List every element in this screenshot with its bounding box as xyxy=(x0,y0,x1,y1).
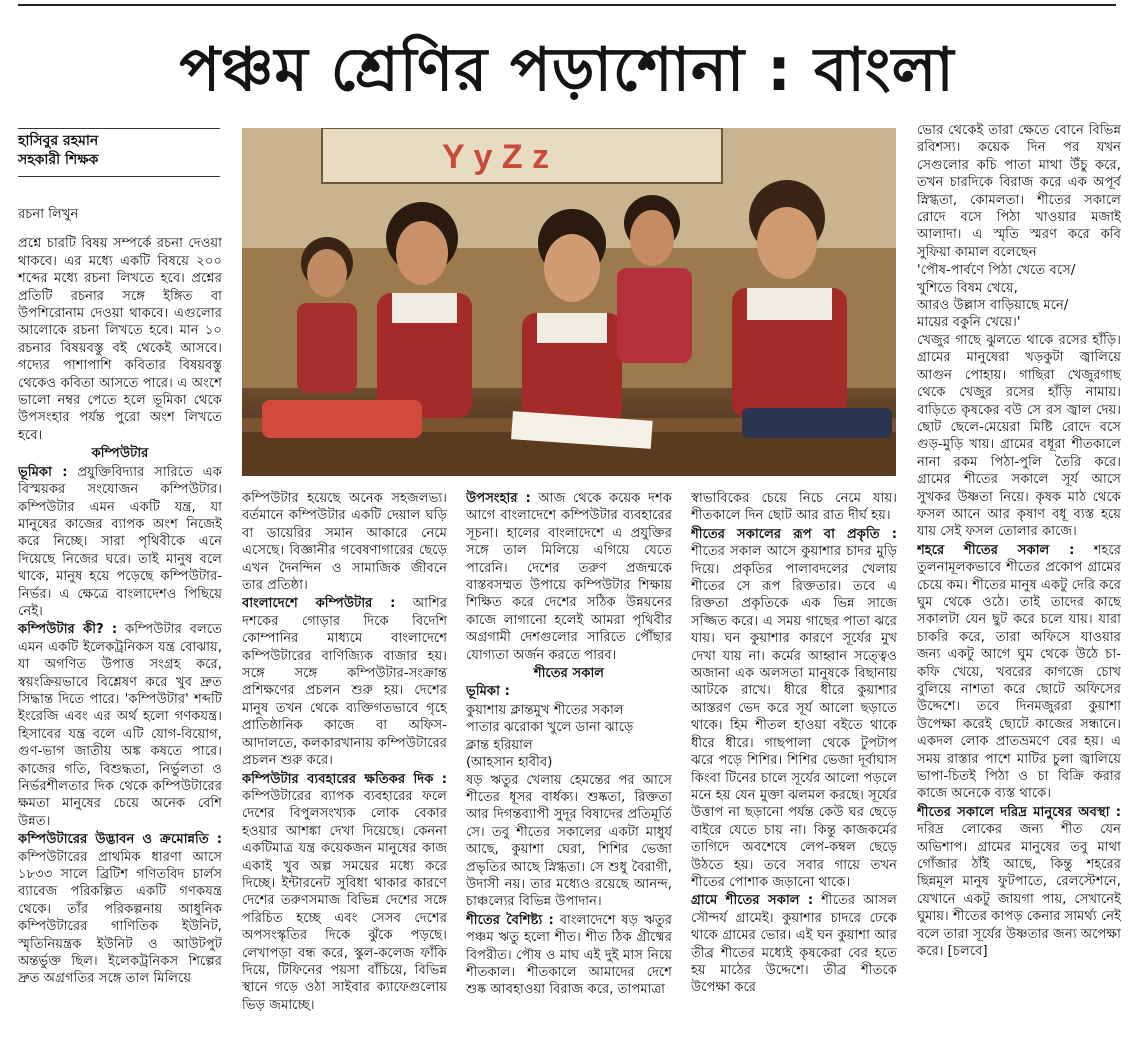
subhead: শীতের সকালের রূপ বা প্রকৃতি : xyxy=(691,526,897,542)
paragraph-text: প্রযুক্তিবিদ্যার সারিতে এক বিস্ময়কর সংযোজন কম্পিউটার। কম্পিউটার এমন একটি যন্ত্র, যা মানুষের কাজের ব্যাপক অংশ নিজেই করে নিচ্ছে। সারা পৃথিবীকে এনে দিয়েছে নিজের ঘরে। তাই মানুষ বলে থাকে, মানুষ হয়ে পড়েছে কম্পিউটার-নির্ভর। এ ক্ষেত্রে বাংলাদেশও পিছিয়ে নেই। xyxy=(18,464,222,619)
paragraph xyxy=(466,912,672,999)
paragraph-text: শীতের সকাল আসে কুয়াশার চাদর মুড়ি দিয়ে। প্রকৃতির পালাবদলের খেলায় শীতের সে রূপ রিক্ততার। তবে এ রিক্ততা প্রকৃতিকে এক ভিন্ন সাজে সজ্জিত করে। এ সময় গাছের পাতা ঝরে যায়। ঘন কুয়াশার কারণে সূর্যের মুখ দেখা যায় না। কর্মের আহ্বান সত্ত্বেও অজানা এক অলসতা মানুষকে বিছানায় আটকে রাখে। ধীরে ধীরে কুয়াশার আস্তরণ ভেদ করে সূর্য আলো ছড়াতে থাকে। হিম শীতল হাওয়া বইতে থাকে ধীরে ধীরে। গাছপালা থেকে টুপটাপ ঝরে পড়ে শিশির। শিশির ভেজা দূর্বাঘাস কিংবা টিনের চালে সূর্যের আলো পড়লে মনে হয় যেন মুক্তা ঝলমল করছে। সূর্যের উত্তাপ না ছড়ানো পর্যন্ত কেউ ঘর ছেড়ে বাইরে যেতে চায় না। কিন্তু কাজকর্মের তাগিদে অবশেষে লেপ-কম্বল ছেড়ে উঠতে হয়। তবে সবার গায়ে তখন শীতের পোশাক জড়ানো থাকে। xyxy=(691,544,897,890)
classroom-photo xyxy=(242,128,896,476)
paragraph xyxy=(18,621,222,830)
verse-line: মায়ের বকুনি খেয়ে।' xyxy=(917,315,1021,331)
verse-line: 'পৌষ-পার্বণে পিঠা খেতে বসে/ xyxy=(917,263,1076,279)
page-headline: পঞ্চম শ্রেণির পড়াশোনা : বাংলা xyxy=(179,35,955,105)
byline-bottom-rule xyxy=(18,176,220,177)
top-rule xyxy=(18,4,1116,6)
subhead: গ্রামে শীতের সকাল : xyxy=(691,893,814,909)
column-4 xyxy=(691,490,897,1056)
subhead: উপসংহার : xyxy=(466,491,531,506)
paragraph-text: কম্পিউটারের প্রাথমিক ধারণা আসে ১৮৩৩ সালে ব্রিটিশ গণিতবিদ চার্লস ব্যাবেজ পরিকল্পিত একটি গণকযন্ত্র থেকে। তাঁর পরিকল্পনায় আধুনিক কম্পিউটারের গাণিতিক ইউনিট, স্মৃতিনিয়ন্ত্রক ইউনিট ও আউটপুট অন্তর্ভুক্ত ছিল। ইলেকট্রনিকস শিল্পের দ্রুত অগ্রগতির সঙ্গে তাল মিলিয়ে xyxy=(18,849,222,987)
paragraph-text: কম্পিউটার হয়েছে অনেক সহজলভ্য। বর্তমানে কম্পিউটার একটি দেয়াল ঘড়ি বা ডায়েরির সমান আকারে নেমে এসেছে। বিজ্ঞানীর গবেষণাগারের ছেড়ে এখন দৈনন্দিন ও সামাজিক জীবনে তার প্রতিষ্ঠা। xyxy=(242,491,447,594)
paragraph xyxy=(18,464,222,621)
paragraph xyxy=(691,526,897,892)
verse-line: পাতার ঝরোকা খুলে ডানা ঝাড়ে xyxy=(466,720,634,736)
paragraph-text: আশির দশকের গোড়ার দিকে বিদেশি কোম্পানির মাধ্যমে বাংলাদেশে কম্পিউটারের বাণিজ্যিক বাজার হয়। সঙ্গে সঙ্গে কম্পিউটার-সংক্রান্ত প্রশিক্ষণের প্রচলন শুরু হয়। দেশের মানুষ তখন থেকে ব্যক্তিগতভাবে গৃহে প্রাতিষ্ঠানিক কাজে বা অফিস-আদালতে, কলকারখানায় কম্পিউটারের প্রচলন শুরু করে। xyxy=(242,596,447,769)
subhead: কম্পিউটারের উদ্ভাবন ও ক্রমোন্নতি : xyxy=(18,832,222,848)
subhead: বাংলাদেশে কম্পিউটার : xyxy=(242,596,396,612)
paragraph-text: স্বাভাবিকের চেয়ে নিচে নেমে যায়। শীতকালে দিন ছোট আর রাত দীর্ঘ হয়। xyxy=(691,491,897,524)
verse-line: ক্লান্ত হরিয়াল xyxy=(466,737,533,753)
byline-top-rule xyxy=(18,128,220,129)
verse-line: কুয়াশায় ক্লান্তমুখ শীতের সকাল xyxy=(466,702,624,718)
column-3 xyxy=(466,490,672,1056)
paragraph-text: ভোর থেকেই তারা ক্ষেতে বোনে বিভিন্ন রবিশস্য। কয়েক দিন পর যখন সেগুলোর কচি পাতা মাথা উঁচু করে, তখন চারদিকে বিরাজ করে এক অপূর্ব স্নিগ্ধতা, কোমলতা। শীতের সকালে রোদে বসে পিঠা খাওয়ার মজাই আলাদা। এ স্মৃতি স্মরণ করে কবি সুফিয়া কামাল বলেছেন xyxy=(917,123,1121,260)
subhead: ভূমিকা : xyxy=(466,684,510,700)
section-label: রচনা লিখুন xyxy=(18,207,79,222)
paragraph-text: দরিদ্র লোকের জন্য শীত যেন অভিশাপ। গ্রামের মানুষের তবু মাথা গোঁজার ঠাঁই আছে, কিন্তু শহরের ছিন্নমূল মানুষ ফুটপাতে, রেলস্টেশনে, যেখানে একটু জায়গা পায়, সেখানেই ঘুমায়। শীতের কাপড় কেনার সামর্থ্য নেই বলে তারা সূর্যের উষ্ণতার জন্য অপেক্ষা করে। [চলবে] xyxy=(917,822,1121,960)
paragraph-text: শহরে তুলনামূলকভাবে শীতের প্রকোপ গ্রামের চেয়ে কম। শীতের মানুষ একটু দেরি করে ঘুম থেকে ওঠে। তাই তাদের কাছে সকালটা যেন ছুট করে চলে যায়। যারা চাকরি করে, তারা অফিসে যাওয়ার জন্য একটু আগে ঘুম থেকে উঠে চা-কফি খেয়ে, খবরের কাগজে চোখ বুলিয়ে নাশতা করে ছোটে অফিসের উদ্দেশে। তবে দিনমজুররা কুয়াশা উপেক্ষা করেই ছোটে কাজের সন্ধানে। একদল লোক প্রাতভ্রমণে বের হয়। এ সময় রাস্তার পাশে মাটির চুলা জ্বালিয়ে ভাপা-চিতই পিঠা ও চা বিক্রি করার কাজে অনেকে ব্যস্ত থাকে। xyxy=(917,542,1121,802)
verse-line: খুশিতে বিষম খেয়ে, xyxy=(917,280,1018,296)
paragraph-text: শীতের আসল সৌন্দর্য গ্রামেই। কুয়াশার চাদরে ঢেকে থাকে গ্রামের ভোর। এই ঘন কুয়াশা আর তীব্র শীতের মধ্যেই কৃষকেরা বের হতে হয় মাঠের উদ্দেশে। তীব্র শীতকে উপেক্ষা করে xyxy=(691,893,897,996)
paragraph-text: কম্পিউটার বলতে এমন একটি ইলেকট্রনিকস যন্ত্র বোঝায়, যা অগণিত উপাত্ত সংগ্রহ করে, স্বয়ংক্রিয়ভাবে বিশ্লেষণ করে খুব দ্রুত সিদ্ধান্ত দিতে পারে। 'কম্পিউটার' শব্দটি ইংরেজি এবং এর অর্থ হলো গণকযন্ত্র। হিসাবের যন্ত্র বলে এটি যোগ-বিয়োগ, গুণ-ভাগ জাতীয় অঙ্ক কষতে পারে। কাজের গতি, বিশুদ্ধতা, নির্ভুলতা ও নির্ভরশীলতার দিক থেকে কম্পিউটারের ক্ষমতা মানুষের চেয়ে অনেক বেশি উন্নত। xyxy=(18,622,222,829)
subhead: কম্পিউটার কী? : xyxy=(18,622,118,638)
board-letters: Y y Z z xyxy=(442,138,550,176)
column-5 xyxy=(917,122,1121,1056)
subhead-line xyxy=(466,683,672,700)
paragraph-text: বাংলাদেশে ষড় ঋতুর পঞ্চম ঋতু হলো শীত। শীত ঠিক গ্রীষ্মের বিপরীত। পৌষ ও মাঘ এই দুই মাস নিয়ে শীতকাল। শীতকালে আমাদের দেশে শুষ্ক আবহাওয়া বিরাজ করে, তাপমাত্রা xyxy=(466,912,672,998)
essay-title-computer: কম্পিউটার xyxy=(91,446,149,462)
author-name: হাসিবুর রহমান xyxy=(18,133,99,149)
subhead: ভূমিকা : xyxy=(18,464,68,480)
paragraph xyxy=(691,892,897,996)
intro-paragraph: প্রশ্নে চারটি বিষয় সম্পর্কে রচনা দেওয়া থাকবে। এর মধ্যে একটি বিষয়ে ২০০ শব্দের মধ্যে রচনা লিখতে হবে। প্রশ্নের প্রতিটি রচনার সঙ্গে ইঙ্গিত বা উপশিরোনাম দেওয়া থাকবে। এগুলোর আলোকে রচনা লিখতে হবে। মান ১০ রচনার বিষয়বস্তু বই থেকেই আসবে। গদ্যের পাশাপাশি কবিতার বিষয়বস্তু থেকেও কবিতা আসতে পারে। এ অংশে ভালো নম্বর পেতে হলে ভূমিকা থেকে উপসংহার পর্যন্ত পুরো অংশ লিখতে হবে। xyxy=(18,236,222,443)
column-1 xyxy=(18,206,222,1056)
paragraph-text: ষড় ঋতুর খেলায় হেমন্তের পর আসে শীতের ধূসর বার্ধক্য। শুষ্কতা, রিক্ততা আর দিগন্তব্যাপী সুদূর বিষাদের প্রতিমূর্তি সে। তবু শীতের সকালের একটা মাধুর্য আছে, কুয়াশা ঘেরা, শিশির ভেজা প্রভৃতির আছে স্নিগ্ধতা। সে শুধু বৈরাগী, উদাসী নয়। তার মধ্যেও রয়েছে আনন্দ, চাঞ্চল্যের বিভিন্ন উপাদান। xyxy=(466,772,672,910)
subhead: কম্পিউটার ব্যবহারের ক্ষতিকর দিক : xyxy=(242,771,447,787)
column-2 xyxy=(242,490,447,1056)
paragraph xyxy=(917,542,1121,803)
paragraph-text: খেজুর গাছে ঝুলতে থাকে রসের হাঁড়ি। গ্রামের মানুষেরা খড়কুটা জ্বালিয়ে আগুন পোহায়। গাছিরা খেজুরগাছ থেকে খেজুর রসের হাঁড়ি নামায়। বাড়িতে কৃষকের বউ সে রস জ্বাল দেয়। ছোট ছেলে-মেয়েরা মিষ্টি রোদে বসে গুড়-মুড়ি খায়। গ্রামের বধূরা শীতকালে নানা রকম পিঠা-পুলি তৈরি করে। গ্রামের শীতের সকালে সূর্য আসে সুখকর উষ্ণতা নিয়ে। কৃষক মাঠ থেকে ফসল আনে আর কৃষাণ বধূ ব্যস্ত হয়ে যায় সেই ফসল তোলার কাজে। xyxy=(917,332,1121,540)
subhead: শীতের বৈশিষ্ট্য : xyxy=(466,912,554,928)
classroom-illustration xyxy=(242,128,896,476)
paragraph-text: আজ থেকে কয়েক দশক আগে বাংলাদেশে কম্পিউটার ব্যবহারের সূচনা। হালের বাংলাদেশে এ প্রযুক্তির সঙ্গে তাল মিলিয়ে এগিয়ে যেতে পারেনি। দেশের তরুণ প্রজন্মকে বাস্তবসম্মত উপায়ে কম্পিউটার শিক্ষায় শিক্ষিত করে দেশের সঠিক উন্নয়নের কাজে লাগানো হলেই আমরা পৃথিবীর অগ্রগামী দেশগুলোর সারিতে পৌঁছার যোগ্যতা অর্জন করতে পারব। xyxy=(466,491,672,663)
paragraph xyxy=(242,771,447,1015)
paragraph xyxy=(18,831,222,988)
verse-line: আরও উল্লাস বাড়িয়াছে মনে/ xyxy=(917,298,1069,314)
paragraph xyxy=(917,804,1121,961)
essay-title-winter-morning: শীতের সকাল xyxy=(533,666,605,682)
paragraph-text: কম্পিউটারের ব্যাপক ব্যবহারের ফলে দেশের বিপুলসংখ্যক লোক বেকার হওয়ার আশঙ্কা দেখা দিয়েছে। কেননা একটিমাত্র যন্ত্র কয়েকজন মানুষের কাজ একাই খুব অল্প সময়ের মধ্যে করে দিচ্ছে। ইন্টারনেট সুবিধা থাকার কারণে দেশের তরুণসমাজ বিভিন্ন দেশের সঙ্গে পরিচিত হচ্ছে এবং সেসব দেশের অপসংস্কৃতির দিকে ঝুঁকে পড়ছে। লেখাপড়া বন্ধ করে, স্কুল-কলেজ ফাঁকি দিয়ে, টিফিনের পয়সা বাঁচিয়ে, বিভিন্ন স্থানে গড়ে ওঠা সাইবার ক্যাফেগুলোয় ভিড় জমাচ্ছে। xyxy=(242,788,447,1013)
verse-attribution: (আহসান হাবীব) xyxy=(466,755,553,771)
paragraph xyxy=(242,595,447,769)
subhead: শহরে শীতের সকাল : xyxy=(917,542,1075,558)
subhead: শীতের সকালে দরিদ্র মানুষের অবস্থা : xyxy=(917,804,1121,820)
paragraph xyxy=(466,490,672,664)
byline xyxy=(18,132,220,170)
author-role: সহকারী শিক্ষক xyxy=(18,152,99,168)
